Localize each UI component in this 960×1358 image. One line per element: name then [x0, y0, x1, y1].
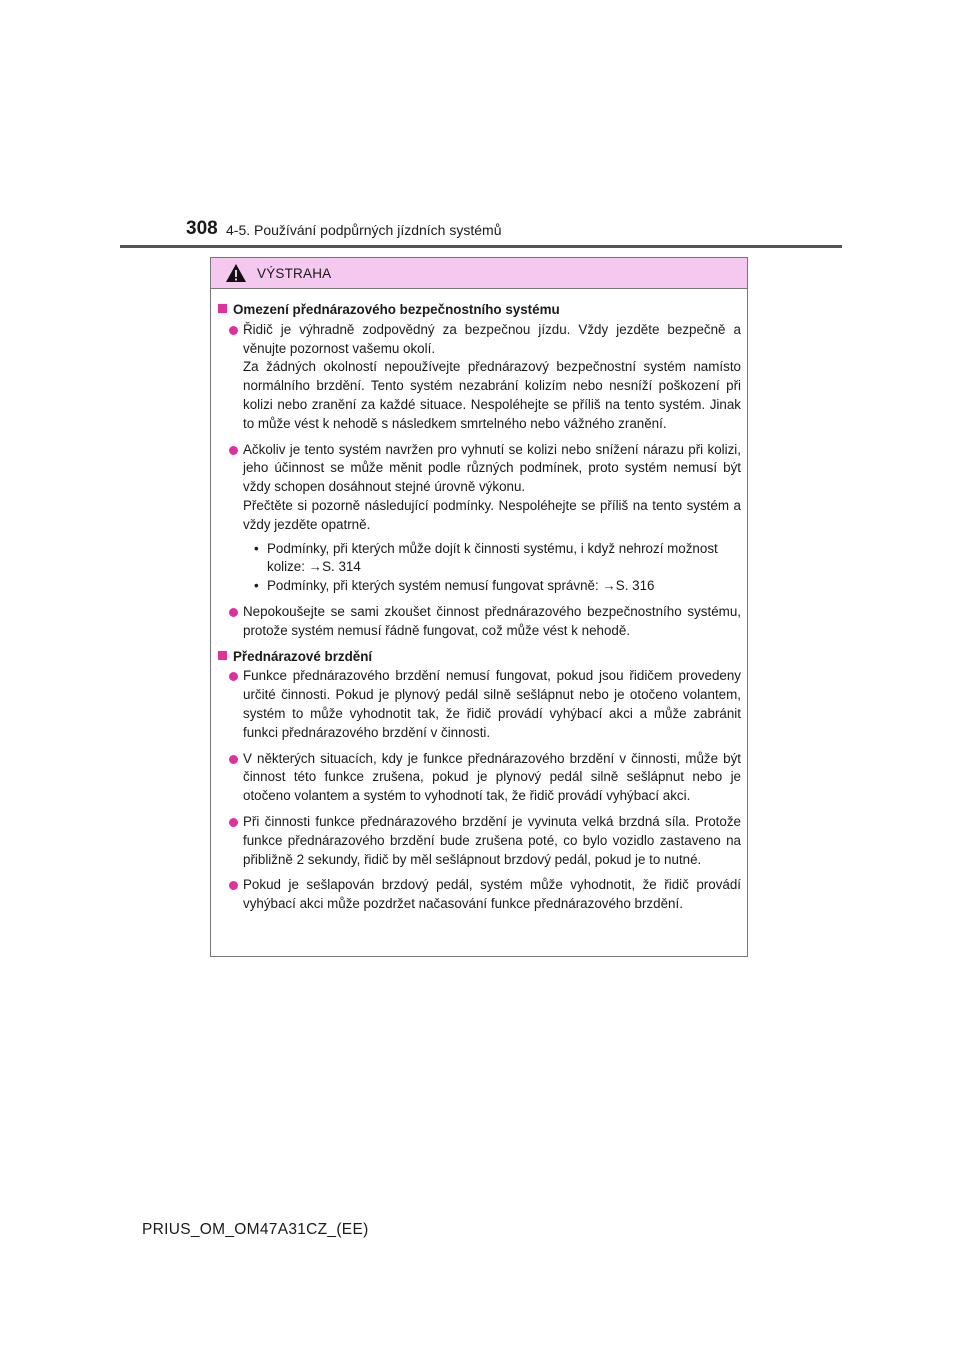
- sub-bullet: [243, 577, 741, 596]
- section-title: 4-5. Používání podpůrných jízdních systémů: [226, 222, 502, 238]
- warning-section: [218, 648, 741, 914]
- list-item: [218, 667, 741, 742]
- circle-bullet-icon: [229, 446, 238, 455]
- square-bullet-icon: [218, 304, 227, 313]
- page-number: 308: [186, 218, 218, 239]
- paragraph: Funkce přednárazového brzdění nemusí fungovat, pokud jsou řidičem provedeny určité činnosti. Pokud je plynový pedál silně sešlápnut nebo je otočeno volantem, systém to může vyhodnotit tak, že řidič provádí vyhýbací akci a může zabránit funkci přednárazového brzdění v činnosti.: [243, 668, 741, 740]
- paragraph: Přečtěte si pozorně následující podmínky. Nespoléhejte se příliš na tento systém a vždy jezděte opatrně.: [243, 497, 741, 532]
- list-item: [218, 321, 741, 434]
- paragraph: Nepokoušejte se sami zkoušet činnost přednárazového bezpečnostního systému, protože systém nemusí řádně fungovat, což může vést k nehodě.: [243, 603, 741, 638]
- list-item: [218, 876, 741, 914]
- paragraph: Ačkoliv je tento systém navržen pro vyhnutí se kolizi nebo snížení nárazu při kolizi, jeho účinnost se může měnit podle různých podmínek, proto systém nemusí být vždy schopen dosáhnout stejné úrovně výkonu.: [243, 441, 741, 495]
- list-item: [218, 813, 741, 869]
- paragraph: Řidič je výhradně zodpovědný za bezpečnou jízdu. Vždy jezděte bezpečně a věnujte pozornost vašemu okolí.: [243, 321, 741, 356]
- section-heading: [218, 648, 741, 667]
- warning-triangle-icon: [225, 263, 247, 283]
- bullet-mark: •: [254, 540, 259, 556]
- circle-bullet-icon: [229, 881, 238, 890]
- page-header: [120, 216, 842, 246]
- warning-box: [210, 257, 748, 957]
- document-code: PRIUS_OM_OM47A31CZ_(EE): [142, 1221, 369, 1238]
- paragraph: Za žádných okolností nepoužívejte přednárazový bezpečnostní systém namísto normálního brzdění. Tento systém nezabrání kolizím nebo nesníží poškození při kolizi nebo zranění za každé situace. Nespoléhejte se příliš na tento systém. Jinak to může vést k nehodě s následkem smrtelného nebo vážného zranění.: [243, 359, 741, 431]
- paragraph: Pokud je sešlapován brzdový pedál, systém může vyhodnotit, že řidič provádí vyhýbací akci může pozdržet načasování funkce přednárazového brzdění.: [243, 877, 741, 912]
- circle-bullet-icon: [229, 326, 238, 335]
- sub-bullet-text: Podmínky, při kterých systém nemusí fungovat správně: →S. 316: [267, 578, 655, 594]
- circle-bullet-icon: [229, 818, 238, 827]
- circle-bullet-icon: [229, 608, 238, 617]
- section-heading-text: Přednárazové brzdění: [233, 648, 373, 664]
- list-item: [218, 603, 741, 641]
- circle-bullet-icon: [229, 755, 238, 764]
- header-rule: [120, 245, 842, 248]
- list-item: [218, 441, 741, 596]
- square-bullet-icon: [218, 651, 227, 660]
- bullet-mark: •: [254, 578, 259, 594]
- sub-bullet-text: Podmínky, při kterých může dojít k činnosti systému, i když nehrozí možnost kolize: →S. 314: [267, 540, 718, 575]
- paragraph: Při činnosti funkce přednárazového brzdění je vyvinuta velká brzdná síla. Protože funkce přednárazového brzdění bude zrušena poté, co bylo vozidlo zastaveno na přibližně 2 sekundy, řidič by měl sešlápnout brzdový pedál, pokud je to nutné.: [243, 813, 741, 867]
- list-item: [218, 750, 741, 806]
- sub-bullet: [243, 540, 741, 578]
- warning-section: [218, 301, 741, 641]
- circle-bullet-icon: [229, 672, 238, 681]
- warning-title: VÝSTRAHA: [257, 265, 332, 281]
- warning-header: [211, 258, 747, 289]
- section-heading: [218, 301, 741, 320]
- section-heading-text: Omezení přednárazového bezpečnostního systému: [233, 302, 560, 317]
- warning-body: [211, 289, 747, 914]
- paragraph: V některých situacích, kdy je funkce přednárazového brzdění v činnosti, může být činnost této funkce zrušena, pokud je plynový pedál silně sešlápnut nebo je otočeno volantem a systém to vyhodnotí tak, že řidič provádí vyhýbací akci.: [243, 750, 741, 804]
